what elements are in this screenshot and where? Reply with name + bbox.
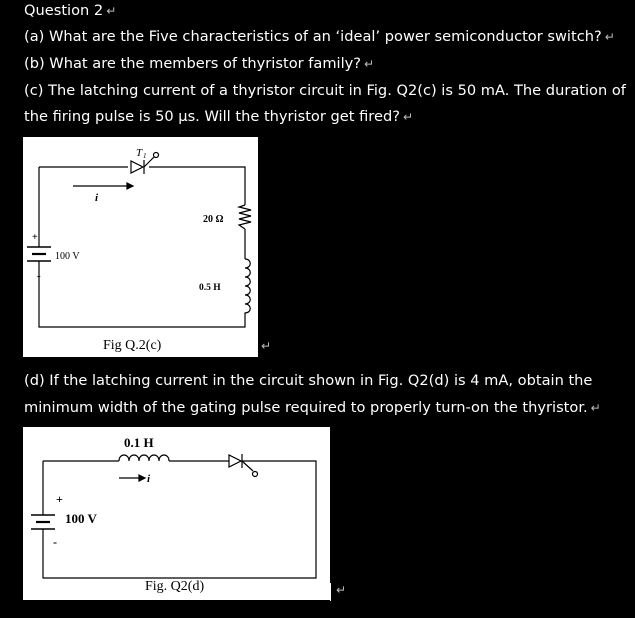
question-a: (a) What are the Five characteristics of an ‘ideal’ power semiconductor switch? ↵ [24, 28, 615, 45]
circuit-q2d [23, 427, 330, 600]
circuit-q2c [23, 137, 258, 357]
return-mark-icon: ↵ [336, 583, 347, 597]
return-mark-icon: ↵ [604, 30, 615, 44]
thyristor-icon [229, 455, 241, 467]
return-mark-icon: ↵ [364, 57, 375, 71]
thyristor-icon [131, 161, 143, 173]
inductor-icon [245, 259, 250, 317]
caption-q2c: Fig Q.2(c) [103, 338, 162, 353]
figure-q2c [23, 137, 258, 357]
source-plus: + [32, 232, 38, 243]
question-title: Question 2 ↵ [24, 2, 117, 19]
return-mark-icon: ↵ [402, 110, 414, 124]
return-mark-icon: ↵ [590, 401, 601, 415]
figure-q2d [23, 427, 330, 600]
question-c-line1: (c) The latching current of a thyristor circuit in Fig. Q2(c) is 50 mA. The duration of [24, 82, 626, 99]
thyristor-label: T [136, 147, 143, 159]
text-cursor [330, 583, 331, 601]
source-minus: - [37, 270, 41, 282]
resistor-label: 20 Ω [203, 214, 224, 225]
inductor-icon [119, 455, 169, 461]
question-d-line1: (d) If the latching current in the circuit shown in Fig. Q2(d) is 4 mA, obtain the [24, 372, 593, 389]
wire-bottom [39, 261, 245, 327]
source-label: 100 V [55, 251, 80, 262]
current-label: i [95, 192, 99, 204]
question-d-line2: minimum width of the gating pulse required to properly turn-on the thyristor. ↵ [24, 399, 601, 416]
caption-q2d: Fig. Q2(d) [145, 579, 205, 594]
gate-terminal-icon [253, 472, 258, 477]
question-b: (b) What are the members of thyristor family? ↵ [24, 55, 375, 72]
return-mark-icon: ↵ [261, 339, 272, 353]
source-plus: + [56, 492, 63, 506]
return-mark-icon: ↵ [106, 4, 117, 18]
current-label: i [147, 473, 151, 485]
resistor-icon [239, 205, 251, 229]
source-minus: - [53, 535, 57, 549]
inductor-label: 0.5 H [199, 283, 221, 293]
wire-top-right [149, 167, 245, 205]
gate-lead [242, 461, 253, 471]
inductor-label: 0.1 H [124, 435, 154, 450]
source-label: 100 V [65, 511, 97, 526]
gate-terminal-icon [154, 153, 159, 158]
question-c-line2: the firing pulse is 50 µs. Will the thyristor get fired? ↵ [24, 108, 414, 125]
thyristor-subscript: 1 [143, 152, 147, 160]
